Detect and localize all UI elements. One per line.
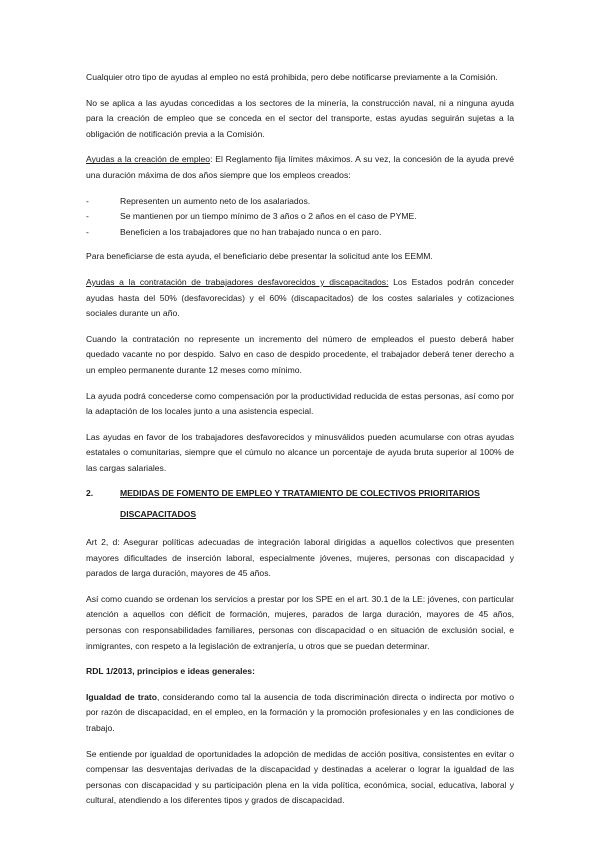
paragraph-disadvantaged-aid [86,275,514,322]
paragraph-art2: Art 2, d: Asegurar políticas adecuadas de integración laboral dirigidas a aquellos colectivos que presenten mayores dificultades de inserción laboral, especialmente jóvenes, mujeres, personas con discapacidad y parados de larga duración, mayores de 45 años. [86,537,514,579]
rdl-label: RDL 1/2013 [86,666,133,677]
job-creation-aid-heading: Ayudas a la creación de empleo [86,154,211,165]
dash-marker: - [86,211,89,222]
disadvantaged-aid-heading: Ayudas a la contratación de trabajadores desfavorecidos y discapacitados: [86,276,389,287]
list-item: - Se mantienen por un tiempo mínimo de 3 años o 2 años en el caso de PYME. [86,209,514,225]
paragraph-rdl [86,664,514,680]
section-number: 2. [86,488,94,499]
paragraph-spe-services: Así como cuando se ordenan los servicios a prestar por los SPE en el art. 30.1 de la LE: jóvenes, con particular atención a aquellos con déficit de formación, mujeres, parados de larga duración, mayores de 45 años, personas con responsabilidades familiares, personas con discapacidad o en situación de exclusión social, e inmigrantes, con respeto a la legislación de extranjería, u otros que se puedan determinar. [86,593,514,651]
paragraph-equal-opportunity: Se entiende por igualdad de oportunidades la adopción de medidas de acción positiva, consistentes en evitar o compensar las desventajas derivadas de la discapacidad y destinadas a acelerar o lograr la igualdad de las personas con discapacidad y su participación plena en la vida política, económica, social, educativa, laboral y cultural, atendiendo a los diferentes tipos y grados de discapacidad. [86,748,514,806]
list-item: - Representen un aumento neto de los asalariados. [86,194,514,210]
document-page [86,70,514,819]
dash-marker: - [86,195,89,206]
paragraph-cumulation: Las ayudas en favor de los trabajadores desfavorecidos y minusválidos pueden acumularse con otras ayudas estatales o comunitarias, siempre que el cúmulo no alcance un porcentaje de ayuda bruta superior al 100% de las cargas salariales. [86,431,514,473]
section-title: MEDIDAS DE FOMENTO DE EMPLEO Y TRATAMIENTO DE COLECTIVOS PRIORITARIOS [120,488,480,499]
job-creation-aid-text: : El Reglamento fija límites máximos. A su vez, la concesión de la ayuda prevé una duración máxima de dos años siempre que los empleos creados: [86,154,514,180]
paragraph-application: Para beneficiarse de esta ayuda, el beneficiario debe presentar la solicitud ante los EEMM. [86,251,433,262]
section-2-heading [86,486,514,502]
rdl-text: , principios e ideas generales: [132,666,255,677]
paragraph-equal-treatment [86,690,514,737]
list-item: - Beneficien a los trabajadores que no han trabajado nunca o en paro. [86,225,514,241]
conditions-list [86,194,514,241]
section-subtitle: DISCAPACITADOS [120,509,197,520]
equal-treatment-text: , considerando como tal la ausencia de toda discriminación directa o indirecta por motivo o por razón de discapacidad, en el empleo, en la formación y la promoción profesionales y en las condiciones de trabajo. [86,691,514,733]
paragraph-notification: Cualquier otro tipo de ayudas al empleo no está prohibida, pero debe notificarse previamente a la Comisión. [86,72,498,82]
paragraph-vacancy: Cuando la contratación no represente un incremento del número de empleados el puesto deberá haber quedado vacante no por despido. Salvo en caso de despido procedente, el trabajador deberá tener derecho a un empleo permanente durante 12 meses como mínimo. [86,333,514,375]
paragraph-compensation: La ayuda podrá concederse como compensación por la productividad reducida de estas personas, así como por la adaptación de los locales junto a una asistencia especial. [86,390,514,417]
paragraph-exclusions: No se aplica a las ayudas concedidas a los sectores de la minería, la construcción naval, ni a ninguna ayuda para la creación de empleo que se conceda en el sector del transporte, estas ayudas seguirán sujetas a la obligación de notificación previa a la Comisión. [86,97,514,139]
dash-marker: - [86,226,89,237]
paragraph-job-creation-aid [86,152,514,183]
equal-treatment-label: Igualdad de trato [86,691,157,702]
disadvantaged-aid-text: Los Estados podrán conceder ayudas hasta del 50% (desfavorecidas) y el 60% (discapacitados) de los costes salariales y cotizaciones sociales durante un año. [86,276,514,319]
